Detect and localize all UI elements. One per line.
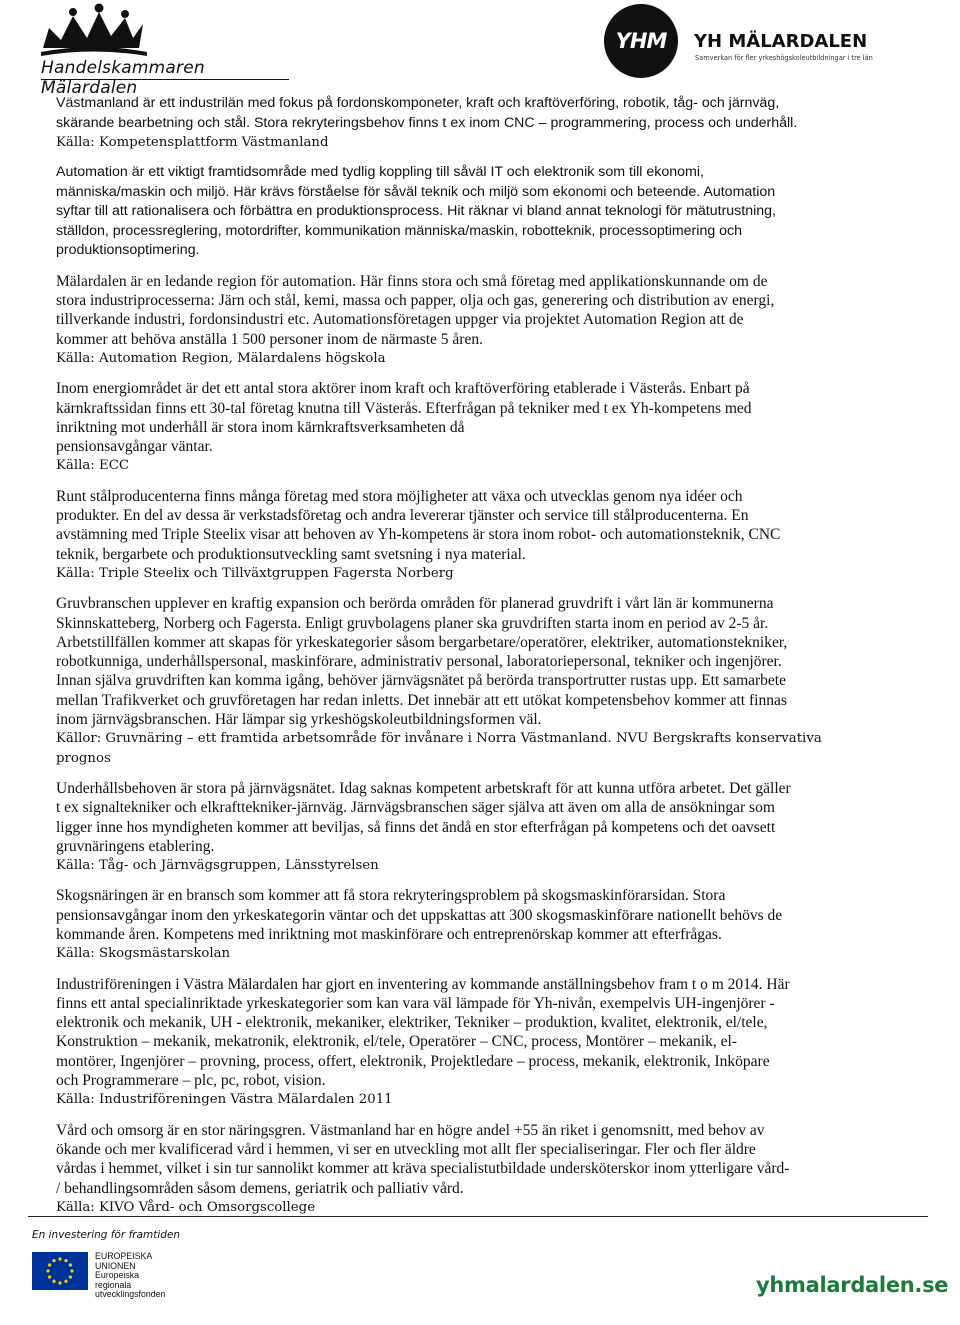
eu-star — [70, 1269, 73, 1272]
eu-star — [48, 1275, 51, 1278]
document-body — [56, 94, 846, 1228]
eu-fund-label — [95, 1252, 165, 1300]
paragraph-block — [56, 1121, 846, 1217]
paragraph-line: mellan Trafikverket och gruvföretagen har redan inletts. Det innebär att ett utökat kompetensbehov kommer att finnas — [56, 691, 787, 709]
paragraph-line: / behandlingsområden såsom demens, geriatrik och palliativ vård. — [56, 1179, 464, 1197]
paragraph-line: Västmanland är ett industrilän med fokus på fordonskomponeter, kraft och kraftöverföring, robotik, tåg- och järnväg, — [56, 95, 780, 111]
yhm-name: YH MÄLARDALEN — [694, 31, 868, 52]
yhm-tagline: Samverkan för fler yrkeshögskoleutbildningar i tre län — [695, 54, 873, 62]
paragraph-line: Automation är ett viktigt framtidsområde med tydlig koppling till såväl IT och elektronik som till ekonomi, — [56, 164, 704, 181]
eu-label-line: utvecklingsfonden — [95, 1289, 166, 1300]
paragraph-line: Vård och omsorg är en stor näringsgren. Västmanland har en högre andel +55 än riket i genomsnitt, med behov av — [56, 1121, 765, 1139]
source-citation: Källa: Skogsmästarskolan — [56, 946, 231, 962]
logo-underline — [41, 79, 289, 80]
eu-star — [64, 1280, 67, 1283]
paragraph-line: produktionsoptimering. — [56, 242, 200, 259]
paragraph-line: ökande och mer kvalificerad vård i hemmen, vi ser en utveckling mot allt fler specialiseringar. Fler och fler äldre — [56, 1140, 756, 1158]
paragraph-line: Skinnskatteberg, Norberg och Fagersta. Enligt gruvbolagens planer ska gruvdriften starta inom en period av 2-5 år. — [56, 614, 769, 632]
paragraph-line: Gruvbranschen upplever en kraftig expansion och berörda områden för planerad gruvdrift i vårt län är kommunerna — [56, 595, 774, 613]
source-citation: Källa: Industriföreningen Västra Mälardalen 2011 — [56, 1092, 393, 1108]
paragraph-line: montörer, Ingenjörer – provning, process, offert, elektronik, Projektledare – process, mekanik, elektronik, Inköpare — [56, 1052, 770, 1070]
paragraph-line: syftar till att rationalisera och förbättra en produktionsprocess. Hit räknar vi bland annat teknologi för mätutrustning, — [56, 203, 776, 220]
paragraph-block — [56, 163, 846, 261]
paragraph-line: människa/maskin och miljö. Här krävs förståelse för såväl teknik och miljö som ekonomi och beteende. Automation — [56, 183, 776, 200]
website-link[interactable]: yhmalardalen.se — [756, 1273, 949, 1297]
paragraph-line: Konstruktion – mekanik, mekatronik, elektronik, el/tele, Operatörer – CNC, process, Montörer – mekanik, el- — [56, 1033, 737, 1051]
source-citation: Källa: Tåg- och Järnvägsgruppen, Länsstyrelsen — [56, 858, 379, 874]
eu-star — [69, 1275, 72, 1278]
paragraph-line: kommer att behöva anställa 1 500 personer inom de närmaste 5 åren. — [56, 330, 483, 348]
paragraph-block — [56, 94, 846, 152]
paragraph-line: t ex signaltekniker och elkrafttekniker-järnväg. Järnvägsbranschen säger själva att även om alla de ansökningar som — [56, 799, 775, 817]
eu-label-line: EUROPEISKA — [95, 1251, 153, 1261]
paragraph-block — [56, 379, 846, 475]
source-citation: Källor: Gruvnäring – ett framtida arbetsområde för invånare i Norra Västmanland. NVU Bergskrafts konservativa prognos — [56, 731, 822, 766]
paragraph-block — [56, 594, 846, 768]
paragraph-line: Skogsnäringen är en bransch som kommer att få stora rekryteringsproblem på skogsmaskinförarsidan. Stora — [56, 887, 726, 905]
eu-star — [52, 1280, 55, 1283]
eu-label-line: Europeiska — [95, 1270, 140, 1281]
eu-star — [52, 1259, 55, 1262]
paragraph-line: robotkunniga, underhållspersonal, maskinförare, administrativ personal, laboratoriepersonal, tekniker och ingenjörer. — [56, 653, 782, 671]
paragraph-line: kommande åren. Kompetens med inriktning mot maskinförare och entreprenörskap kommer att efterfrågas. — [56, 926, 722, 943]
source-citation: Källa: ECC — [56, 458, 130, 474]
source-citation: Källa: Kompetensplattform Västmanland — [56, 135, 329, 150]
paragraph-block — [56, 886, 846, 963]
handelskammaren-logo — [35, 2, 295, 98]
paragraph-line: Runt stålproducenterna finns många företag med stora möjligheter att växa och utvecklas genom nya idéer och — [56, 487, 743, 505]
paragraph-line: avstämning med Triple Steelix visar att behoven av Yh-kompetens är stora inom robot- och automationsteknik, CNC — [56, 526, 781, 544]
paragraph-block — [56, 487, 846, 583]
eu-label-line: UNIONEN — [95, 1260, 136, 1271]
paragraph-line: Innan själva gruvdriften kan komma igång, behöver järnvägsnätet på berörda transportrutter rustas upp. Ett samarbete — [56, 672, 786, 690]
paragraph-line: inom järnvägsbranschen. Här lämpar sig yrkeshögskoleutbildningsformen väl. — [56, 711, 542, 729]
paragraph-line: pensionsavgångar inom den yrkeskategorin väntar och det uppskattas att 300 skogsmaskinförare nationellt behövs de — [56, 906, 783, 924]
eu-label-line: regionala — [95, 1279, 132, 1290]
paragraph-line: ligger inne hos myndigheten kommer att beviljas, så finns det ändå en stor efterfrågan på kompetens och det oavsett — [56, 818, 776, 836]
paragraph-line: inriktning mot underhåll är stora inom kärnkraftsverksamheten då — [56, 418, 465, 436]
paragraph-block — [56, 975, 846, 1110]
paragraph-line: teknik, bergarbete och produktionsutveckling samt svetsning i nya material. — [56, 545, 526, 563]
yh-malardalen-logo — [604, 4, 894, 82]
paragraph-line: pensionsavgångar väntar. — [56, 438, 213, 456]
paragraph-line: och Programmerare – plc, pc, robot, vision. — [56, 1072, 326, 1090]
paragraph-line: Mälardalen är en ledande region för automation. Här finns stora och små företag med applikationskunnande om de — [56, 272, 768, 290]
paragraph-line: produkter. En del av dessa är verkstadsföretag och andra levererar tjänster och service till stålproducenterna. En — [56, 507, 749, 525]
page-header — [0, 0, 960, 98]
paragraph-line: Underhållsbehoven är stora på järnvägsnätet. Idag saknas kompetent arbetskraft för att kunna utföra arbetet. Det gäller — [56, 779, 791, 797]
paragraph-line: Arbetstillfällen kommer att skapas för yrkeskategorier såsom bergarbetare/operatörer, elektriker, automationstekniker, — [56, 633, 788, 651]
paragraph-line: skärande bearbetning och stål. Stora rekryteringsbehov finns t ex inom CNC – programmering, process och underhåll. — [56, 114, 798, 131]
paragraph-line: Inom energiområdet är det ett antal stora aktörer inom kraft och kraftöverföring etablerade i Västerås. Enbart på — [56, 380, 750, 398]
source-citation: Källa: Automation Region, Mälardalens högskola — [56, 350, 386, 366]
footer-tagline: En investering för framtiden — [32, 1229, 181, 1241]
source-citation: Källa: Triple Steelix och Tillväxtgruppen Fagersta Norberg — [56, 565, 454, 581]
paragraph-line: gruvnäringens etablering. — [56, 837, 215, 855]
paragraph-line: tillverkande industri, fordonsindustri etc. Automationsföretagen uppger via projektet Automation Region att de — [56, 311, 744, 329]
eu-star — [58, 1281, 61, 1284]
paragraph-line: finns ett antal specialinriktade yrkeskategorier som kan vara väl lämpade för Yh-nivån, exempelvis UH-ingenjörer - — [56, 994, 775, 1012]
paragraph-line: kärnkraftssidan finns ett 30-tal företag knutna till Västerås. Efterfrågan på tekniker med t ex Yh-kompetens med — [56, 399, 752, 417]
paragraph-line: elektronik och mekanik, UH - elektronik, mekaniker, elektriker, Tekniker – produktion, kvalitet, elektronik, el/tele, — [56, 1014, 768, 1032]
eu-star — [46, 1269, 49, 1272]
paragraph-block — [56, 272, 846, 368]
eu-flag-icon — [32, 1252, 88, 1290]
paragraph-line: Industriföreningen i Västra Mälardalen har gjort en inventering av kommande anställningsbehov fram t o m 2014. Här — [56, 975, 790, 993]
eu-star — [58, 1257, 61, 1260]
paragraph-line: ställdon, processreglering, motordrifter, kommunikation människa/maskin, robotteknik, processoptimering och — [56, 222, 743, 239]
footer-divider — [28, 1216, 928, 1217]
paragraph-line: vårdas i hemmet, vilket i sin tur sannolikt kommer att kräva specialistutbildade undersköterskor inom ytterligare vård- — [56, 1160, 790, 1178]
eu-star — [48, 1263, 51, 1266]
yhm-mark: YHM — [604, 4, 678, 78]
paragraph-line: stora industriprocesserna: Järn och stål, kemi, massa och papper, olja och gas, generering och distribution av energi, — [56, 292, 775, 310]
eu-star — [69, 1263, 72, 1266]
source-citation: Källa: KIVO Vård- och Omsorgscollege — [56, 1199, 316, 1215]
paragraph-block — [56, 779, 846, 875]
eu-star — [64, 1259, 67, 1262]
crown-icon — [39, 2, 149, 58]
handelskammaren-name: Handelskammaren Mälardalen — [41, 58, 205, 98]
